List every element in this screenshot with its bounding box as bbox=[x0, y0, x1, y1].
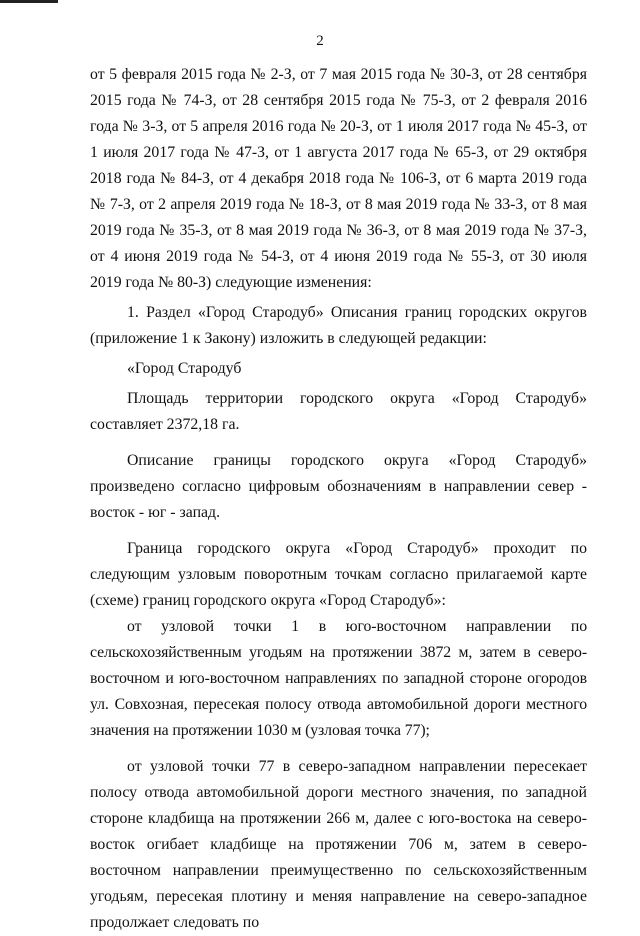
paragraph-section-clause: 1. Раздел «Город Стародуб» Описания границ городских округов (приложение 1 к Закону) изложить в следующей редакции: bbox=[90, 304, 587, 347]
document-body bbox=[90, 62, 587, 936]
paragraph-boundary-description: Описание границы городского округа «Город Стародуб» произведено согласно цифровым обозначениям в направлении север - восток - юг - запад. bbox=[90, 452, 587, 521]
paragraph-section-heading: «Город Стародуб bbox=[127, 360, 242, 377]
paragraph-amendment-list: от 5 февраля 2015 года № 2-З, от 7 мая 2015 года № 30-З, от 28 сентября 2015 года № 74-З, от 28 сентября 2015 года № 75-З, от 2 февраля 2016 года № 3-З, от 5 апреля 2016 года № 20-З, от 1 июля 2017 года № 45-З, от 1 июля 2017 года № 47-З, от 1 августа 2017 года № 65-З, от 29 октября 2018 года № 84-З, от 4 декабря 2018 года № 106-З, от 6 марта 2019 года № 7-З, от 2 апреля 2019 года № 18-З, от 8 мая 2019 года № 33-З, от 8 мая 2019 года № 35-З, от 8 мая 2019 года № 36-З, от 8 мая 2019 года № 37-З, от 4 июня 2019 года № 54-З, от 4 июня 2019 года № 55-З, от 30 июля 2019 года № 80-З) следующие изменения: bbox=[90, 66, 587, 291]
paragraph-boundary-points: Граница городского округа «Город Стародуб» проходит по следующим узловым поворотным точкам согласно прилагаемой карте (схеме) границ городского округа «Город Стародуб»: bbox=[90, 540, 587, 609]
scan-corner-mark bbox=[0, 0, 58, 3]
paragraph-point-77: от узловой точки 77 в северо-западном направлении пересекает полосу отвода автомобильной дороги местного значения, по западной стороне кладбища на протяжении 266 м, далее с юго-востока на северо-восток огибает кладбище на протяжении 706 м, затем в северо-восточном направлении преимущественно по сельскохозяйственным угодьям, пересекая плотину и меняя направление на северо-западное продолжает следовать по bbox=[90, 758, 587, 931]
page-number: 2 bbox=[316, 33, 324, 49]
paragraph-point-1: от узловой точки 1 в юго-восточном направлении по сельскохозяйственным угодьям на протяжении 3872 м, затем в северо-восточном и юго-восточном направлениях по западной стороне огородов ул. Совхозная, пересекая полосу отвода автомобильной дороги местного значения на протяжении 1030 м (узловая точка 77); bbox=[90, 618, 587, 739]
paragraph-area: Площадь территории городского округа «Город Стародуб» составляет 2372,18 га. bbox=[90, 390, 587, 433]
